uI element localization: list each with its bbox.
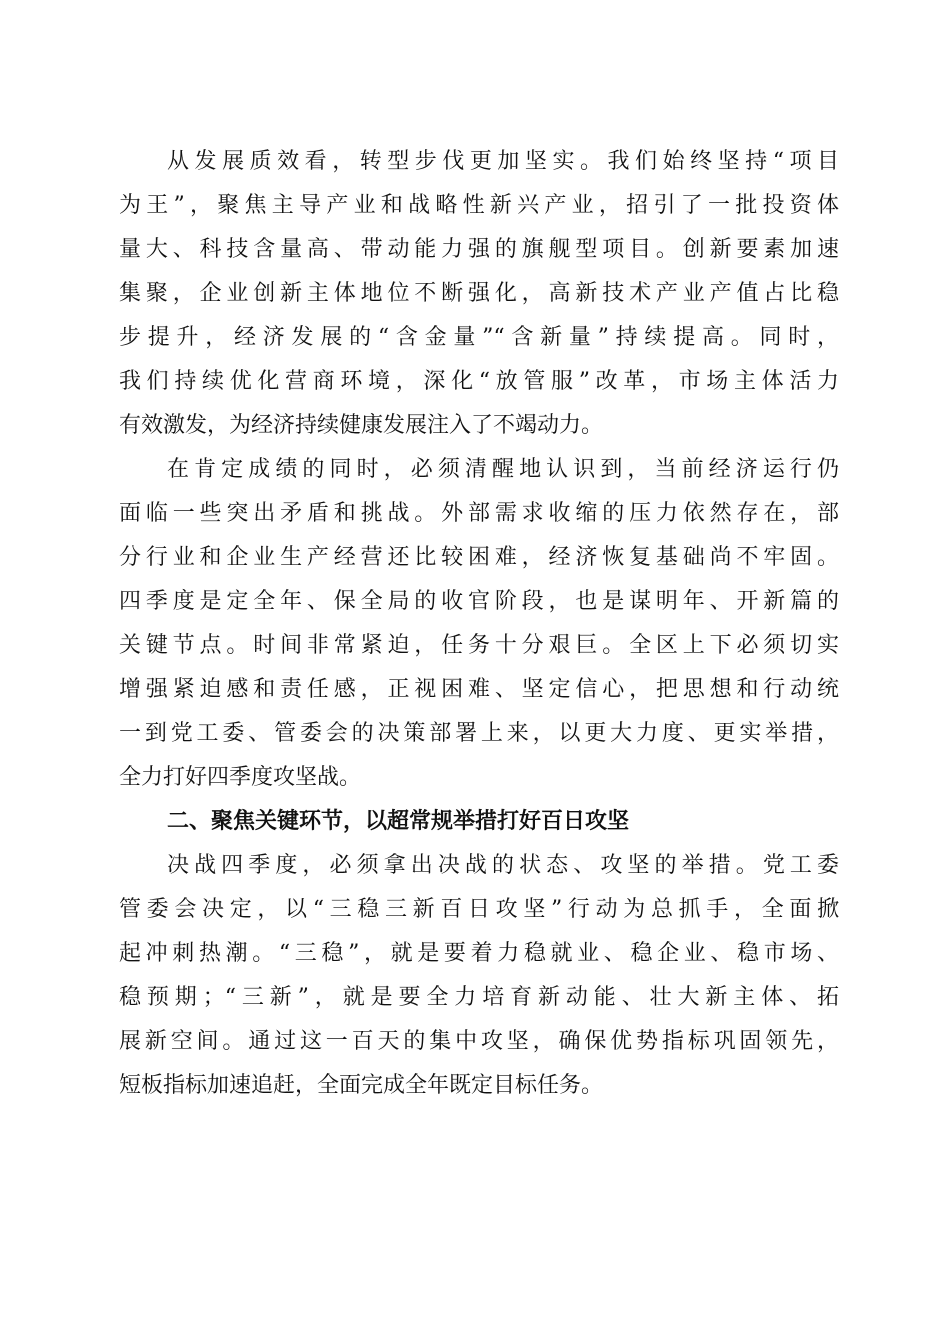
paragraph-hundred-day-campaign bbox=[119, 844, 839, 1108]
text-line: 短板指标加速追赶，全面完成全年既定目标任务。 bbox=[119, 1073, 604, 1098]
text-line: 起冲刺热潮。“三稳”，就是要着力稳就业、稳企业、稳市场、 bbox=[119, 941, 839, 966]
text-line: 集聚，企业创新主体地位不断强化，高新技术产业产值占比稳 bbox=[119, 281, 839, 306]
text-line: 我们持续优化营商环境，深化“放管服”改革，市场主体活力 bbox=[119, 369, 839, 394]
text-line: 从发展质效看，转型步伐更加坚实。我们始终坚持“项目 bbox=[167, 149, 839, 174]
text-line: 分行业和企业生产经营还比较困难，经济恢复基础尚不牢固。 bbox=[119, 545, 839, 570]
text-line: 有效激发，为经济持续健康发展注入了不竭动力。 bbox=[119, 413, 604, 438]
text-line: 管委会决定，以“三稳三新百日攻坚”行动为总抓手，全面掀 bbox=[119, 897, 839, 922]
document-body bbox=[119, 140, 839, 1108]
text-line: 为王”，聚焦主导产业和战略性新兴产业，招引了一批投资体 bbox=[119, 193, 839, 218]
paragraph-development-quality bbox=[119, 140, 839, 448]
text-line: 步提升，经济发展的“含金量”“含新量”持续提高。同时， bbox=[119, 325, 839, 350]
text-line: 面临一些突出矛盾和挑战。外部需求收缩的压力依然存在，部 bbox=[119, 501, 839, 526]
text-line: 决战四季度，必须拿出决战的状态、攻坚的举措。党工委 bbox=[167, 853, 839, 878]
text-line: 增强紧迫感和责任感，正视困难、坚定信心，把思想和行动统 bbox=[119, 677, 839, 702]
text-line: 在肯定成绩的同时，必须清醒地认识到，当前经济运行仍 bbox=[167, 457, 839, 482]
paragraph-challenges bbox=[119, 448, 839, 800]
text-line: 量大、科技含量高、带动能力强的旗舰型项目。创新要素加速 bbox=[119, 237, 839, 262]
text-line: 稳预期；“三新”，就是要全力培育新动能、壮大新主体、拓 bbox=[119, 985, 839, 1010]
section-heading: 二、聚焦关键环节，以超常规举措打好百日攻坚 bbox=[167, 809, 630, 834]
text-line: 一到党工委、管委会的决策部署上来，以更大力度、更实举措， bbox=[119, 721, 839, 746]
text-line: 全力打好四季度攻坚战。 bbox=[119, 765, 362, 790]
text-line: 四季度是定全年、保全局的收官阶段，也是谋明年、开新篇的 bbox=[119, 589, 839, 614]
text-line: 展新空间。通过这一百天的集中攻坚，确保优势指标巩固领先， bbox=[119, 1029, 839, 1054]
text-line: 关键节点。时间非常紧迫，任务十分艰巨。全区上下必须切实 bbox=[119, 633, 839, 658]
